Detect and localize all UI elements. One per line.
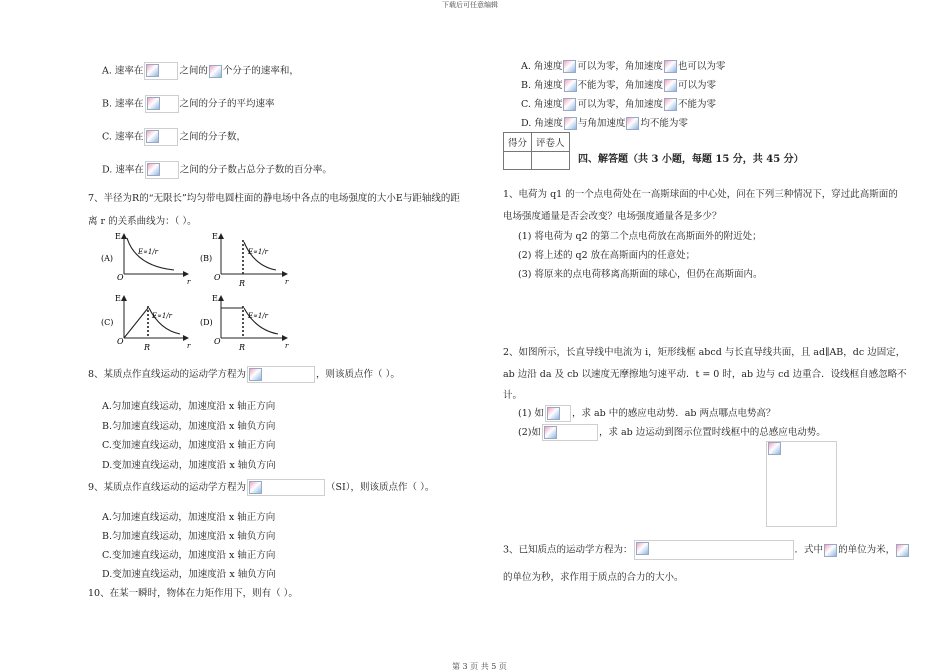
q10-option-b bbox=[521, 77, 716, 92]
score-cell: 得分 bbox=[504, 133, 532, 152]
p2-sub2 bbox=[518, 424, 826, 441]
p3-prefix: 3、已知质点的运动学方程为： bbox=[503, 544, 633, 556]
image-placeholder-icon bbox=[564, 117, 577, 130]
p2-figure bbox=[766, 441, 837, 527]
q7-line1: 7、半径为R的“无限长”均匀带电圆柱面的静电场中各点的电场强度的大小E与距轴线的距 bbox=[88, 193, 460, 204]
p2-sub1-suffix: ，求 ab 中的感应电动势．ab 两点哪点电势高？ bbox=[571, 408, 776, 419]
q6-option-a-suffix: 之间的 bbox=[179, 65, 208, 77]
q10-option-a-end: 也可以为零 bbox=[677, 61, 726, 72]
q10-option-c-text: C. 角速度 bbox=[521, 99, 563, 110]
q10-option-b-mid: 不能为零，角加速度 bbox=[577, 80, 664, 91]
formula-image bbox=[634, 540, 794, 560]
alpha-image bbox=[664, 79, 677, 92]
image-placeholder-icon bbox=[664, 79, 677, 92]
q10-option-d-end: 均不能为零 bbox=[640, 118, 688, 129]
q7-graphs-figure bbox=[96, 228, 301, 352]
q6-option-d-prefix: D. 速率在 bbox=[102, 164, 144, 176]
p2-sub1-prefix: (1) 如 bbox=[518, 408, 544, 419]
q9-suffix: （SI），则该质点作（ ）。 bbox=[326, 482, 435, 493]
graph-a-formula: E∝1/r bbox=[138, 248, 159, 256]
image-placeholder-icon bbox=[249, 481, 262, 494]
q9-option: D.变加速直线运动，加速度沿 x 轴负方向 bbox=[102, 569, 276, 580]
p1-line2: 电场强度通量是否会改变？电场强度通量各是多少？ bbox=[503, 211, 722, 222]
formula-image bbox=[542, 424, 598, 441]
q8-stem bbox=[88, 366, 400, 383]
graph-b-label: (B) bbox=[200, 254, 213, 263]
q8-prefix: 8、某质点作直线运动的运动学方程为 bbox=[88, 369, 247, 380]
graph-d-radius: R bbox=[239, 343, 246, 352]
image-placeholder-icon bbox=[147, 163, 160, 176]
q10-option-a-mid: 可以为零，角加速度 bbox=[577, 61, 663, 72]
q6-option-a-prefix: A. 速率在 bbox=[102, 65, 144, 77]
q6-option-c bbox=[102, 128, 246, 146]
graph-b-formula: E∝1/r bbox=[248, 248, 269, 256]
p2-line2: ab 边沿 da 及 cb 以速度无摩擦地匀速平动．t = 0 时，ab 边与 cd 边重合．设线框自感忽略不 bbox=[503, 369, 907, 380]
q10-option-d-mid: 与角加速度 bbox=[577, 118, 626, 129]
q6-option-b bbox=[102, 95, 275, 113]
q9-option: C.变加速直线运动，加速度沿 x 轴正方向 bbox=[102, 550, 276, 561]
graph-c-e-label: E bbox=[115, 294, 121, 303]
image-placeholder-icon bbox=[664, 98, 677, 111]
image-placeholder-icon bbox=[146, 130, 159, 143]
p2-sub2-suffix: ，求 ab 边运动到图示位置时线框中的总感应电动势。 bbox=[598, 427, 826, 438]
graph-d-label: (D) bbox=[200, 318, 213, 327]
q6-option-a bbox=[102, 62, 299, 80]
formula-image bbox=[247, 479, 325, 496]
q10-option-b-text: B. 角速度 bbox=[521, 80, 563, 91]
graph-d-formula: E∝1/r bbox=[248, 312, 269, 320]
image-placeholder-icon bbox=[636, 542, 649, 555]
omega-image bbox=[564, 117, 577, 130]
p3-mid: ．式中 bbox=[794, 544, 824, 556]
graph-b-e-label: E bbox=[212, 232, 218, 241]
q9-stem bbox=[88, 479, 434, 496]
q8-suffix: ，则该质点作（ ）。 bbox=[316, 369, 400, 380]
graph-c-formula: E∝1/r bbox=[152, 312, 173, 320]
graph-b-origin: O bbox=[214, 273, 221, 282]
formula-image bbox=[209, 65, 222, 78]
p2-sub1 bbox=[518, 405, 776, 422]
alpha-image bbox=[626, 117, 639, 130]
graph-b-radius: R bbox=[239, 279, 246, 288]
q6-option-b-prefix: B. 速率在 bbox=[102, 98, 144, 110]
p1-item: (1) 将电荷为 q2 的第二个点电荷放在高斯面外的附近处； bbox=[518, 231, 762, 242]
p1-item: (2) 将上述的 q2 放在高斯面内的任意处； bbox=[518, 250, 696, 261]
q7-line2: 离 r 的关系曲线为：（ ）。 bbox=[88, 216, 197, 227]
q10-option-a bbox=[521, 58, 725, 73]
p2-line1: 2、如图所示，长直导线中电流为 i，矩形线框 abcd 与长直导线共面，且 ad∥AB，dc 边固定， bbox=[503, 347, 906, 358]
q8-option: D.变加速直线运动，加速度沿 x 轴负方向 bbox=[102, 460, 276, 471]
x-image bbox=[824, 544, 837, 557]
page-footer: 第 3 页 共 5 页 bbox=[452, 662, 507, 671]
q10-option-c-end: 不能为零 bbox=[678, 99, 717, 110]
formula-image bbox=[145, 161, 179, 179]
image-placeholder-icon bbox=[768, 442, 781, 455]
image-placeholder-icon bbox=[249, 368, 262, 381]
image-placeholder-icon bbox=[544, 426, 557, 439]
image-placeholder-icon bbox=[146, 64, 159, 77]
image-placeholder-icon bbox=[626, 117, 639, 130]
q6-option-d-suffix: 之间的分子数占总分子数的百分率。 bbox=[179, 164, 332, 176]
q10-option-d-text: D. 角速度 bbox=[521, 118, 563, 129]
grader-input-cell[interactable] bbox=[532, 152, 570, 170]
score-input-cell[interactable] bbox=[504, 152, 532, 170]
graph-c-label: (C) bbox=[101, 318, 114, 327]
q9-option: A.匀加速直线运动，加速度沿 x 轴正方向 bbox=[102, 512, 276, 523]
image-placeholder-icon bbox=[147, 97, 160, 110]
figure-image bbox=[768, 442, 781, 455]
image-placeholder-icon bbox=[563, 60, 576, 73]
q10-option-b-end: 可以为零 bbox=[678, 80, 717, 91]
t-image bbox=[896, 544, 909, 557]
grader-cell: 评卷人 bbox=[532, 133, 570, 152]
image-placeholder-icon bbox=[563, 98, 576, 111]
graph-a-origin: O bbox=[117, 273, 124, 282]
q6-option-b-suffix: 之间的分子的平均速率 bbox=[179, 98, 275, 110]
image-placeholder-icon bbox=[547, 407, 560, 420]
image-placeholder-icon bbox=[664, 60, 677, 73]
alpha-image bbox=[664, 98, 677, 111]
q10-option-a-text: A. 角速度 bbox=[521, 61, 563, 72]
graph-d-r: r bbox=[285, 342, 289, 350]
graph-a-r: r bbox=[187, 278, 191, 286]
q6-option-a-suffix2: 个分子的速率和， bbox=[222, 65, 299, 77]
graph-b-r: r bbox=[285, 278, 289, 286]
image-placeholder-icon bbox=[564, 79, 577, 92]
image-placeholder-icon bbox=[824, 544, 837, 557]
formula-image bbox=[247, 366, 315, 383]
formula-image bbox=[144, 62, 178, 80]
q10-stem: 10、在某一瞬时，物体在力矩作用下，则有（ ）。 bbox=[88, 588, 298, 599]
q10-option-c bbox=[521, 96, 716, 111]
q6-option-c-prefix: C. 速率在 bbox=[102, 131, 144, 143]
q6-option-c-suffix: 之间的分子数， bbox=[179, 131, 246, 143]
q9-prefix: 9、某质点作直线运动的运动学方程为 bbox=[88, 482, 247, 493]
q10-option-c-mid: 可以为零，角加速度 bbox=[577, 99, 663, 110]
section-title: 四、解答题（共 3 小题，每题 15 分，共 45 分） bbox=[578, 154, 804, 165]
formula-image bbox=[144, 128, 178, 146]
p1-item: (3) 将原来的点电荷移离高斯面的球心，但仍在高斯面内。 bbox=[518, 269, 763, 280]
graph-c-radius: R bbox=[144, 343, 151, 352]
p3-line1 bbox=[503, 540, 910, 560]
p2-sub2-prefix: (2)如 bbox=[518, 427, 541, 438]
graph-c-origin: O bbox=[117, 337, 124, 346]
image-placeholder-icon bbox=[896, 544, 909, 557]
graph-d-origin: O bbox=[214, 337, 221, 346]
q8-option: C.变加速直线运动，加速度沿 x 轴正方向 bbox=[102, 440, 276, 451]
q6-option-d bbox=[102, 161, 332, 179]
q9-option: B.匀加速直线运动，加速度沿 x 轴负方向 bbox=[102, 531, 276, 542]
formula-image bbox=[545, 405, 571, 422]
graph-d-e-label: E bbox=[212, 294, 218, 303]
formula-image bbox=[145, 95, 179, 113]
q10-option-d bbox=[521, 115, 688, 130]
q8-option: A.匀加速直线运动，加速度沿 x 轴正方向 bbox=[102, 401, 276, 412]
graph-c-r: r bbox=[187, 342, 191, 350]
p3-unit: 的单位为米， bbox=[838, 544, 896, 556]
omega-image bbox=[564, 79, 577, 92]
graph-a-e-label: E bbox=[115, 232, 121, 241]
omega-image bbox=[563, 60, 576, 73]
p2-line3: 计。 bbox=[503, 390, 523, 401]
graph-a-label: (A) bbox=[101, 254, 114, 263]
image-placeholder-icon bbox=[209, 65, 222, 78]
header-note: 下载后可任意编辑 bbox=[442, 1, 498, 9]
alpha-image bbox=[664, 60, 677, 73]
q8-option: B.匀加速直线运动，加速度沿 x 轴负方向 bbox=[102, 421, 276, 432]
omega-image bbox=[563, 98, 576, 111]
p1-line1: 1、电荷为 q1 的一个点电荷处在一高斯球面的中心处，问在下列三种情况下，穿过此高斯面的 bbox=[503, 189, 898, 200]
p3-line2: 的单位为秒，求作用于质点的合力的大小。 bbox=[503, 572, 684, 583]
score-table bbox=[503, 132, 570, 170]
